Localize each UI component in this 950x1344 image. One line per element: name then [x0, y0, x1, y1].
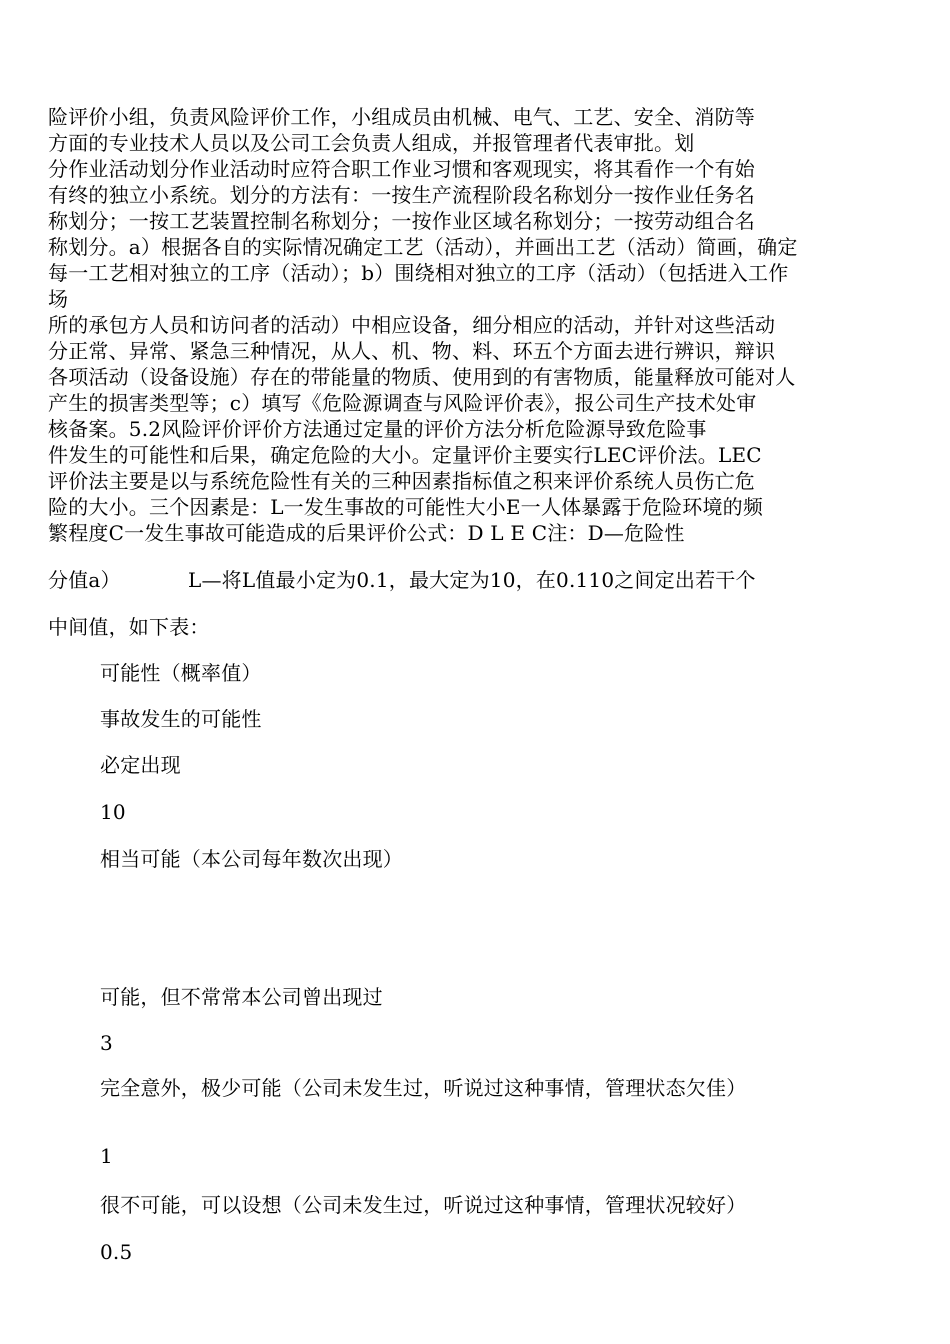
paragraph-line: 称划分。a）根据各自的实际情况确定工艺（活动），并画出工艺（活动）简画，确定: [48, 235, 798, 259]
paragraph-line: 险评价小组，负责风险评价工作，小组成员由机械、电气、工艺、安全、消防等: [48, 105, 755, 129]
paragraph-line: 评价法主要是以与系统危险性有关的三种因素指标值之积来评价系统人员伤亡危: [48, 469, 755, 493]
line-b-text: 中间值，如下表：: [48, 615, 210, 639]
paragraph-line: 繁程度C一发生事故可能造成的后果评价公式：D L E C注：D—危险性: [48, 521, 685, 545]
table-cell-description: 相当可能（本公司每年数次出现）: [100, 847, 403, 871]
paragraph-line: 有终的独立小系统。划分的方法有：一按生产流程阶段名称划分一按作业任务名: [48, 183, 755, 207]
paragraph-line: 产生的损害类型等；c）填写《危险源调查与风险评价表》，报公司生产技术处审: [48, 391, 757, 415]
paragraph-line: 分作业活动划分作业活动时应符合职工作业习惯和客观现实，将其看作一个有始: [48, 157, 755, 181]
paragraph-line: 每一工艺相对独立的工序（活动）；b）围绕相对独立的工序（活动）（包括进入工作: [48, 261, 789, 285]
paragraph-line: 险的大小。三个因素是：L一发生事故的可能性大小E一人体暴露于危险环境的频: [48, 495, 764, 519]
table-cell-description: 可能，但不常常本公司曾出现过: [100, 985, 383, 1009]
table-cell-value: 10: [100, 800, 126, 824]
table-header-probability: 可能性（概率值）: [100, 661, 262, 685]
line-a-text: L—将L值最小定为0.1，最大定为10，在0.110之间定出若干个: [188, 568, 756, 592]
paragraph-line: 场: [48, 287, 69, 311]
paragraph-line: 各项活动（设备设施）存在的带能量的物质、使用到的有害物质，能量释放可能对人: [48, 365, 796, 389]
table-header-likelihood: 事故发生的可能性: [100, 707, 262, 731]
paragraph-line: 称划分；一按工艺装置控制名称划分；一按作业区域名称划分；一按劳动组合名: [48, 209, 755, 233]
table-cell-description: 完全意外，极少可能（公司未发生过，听说过这种事情，管理状态欠佳）: [100, 1076, 747, 1100]
line-a-label: 分值a）: [48, 568, 121, 592]
table-cell-description: 必定出现: [100, 753, 181, 777]
table-cell-value: 3: [100, 1031, 113, 1055]
paragraph-line: 方面的专业技术人员以及公司工会负责人组成，并报管理者代表审批。划: [48, 131, 695, 155]
paragraph-line: 分正常、异常、紧急三种情况，从人、机、物、料、环五个方面去进行辨识，辩识: [48, 339, 776, 363]
table-cell-description: 很不可能，可以设想（公司未发生过，听说过这种事情，管理状况较好）: [100, 1193, 747, 1217]
paragraph-line: 件发生的可能性和后果，确定危险的大小。定量评价主要实行LEC评价法。LEC: [48, 443, 762, 467]
table-cell-value: 0.5: [100, 1240, 133, 1264]
paragraph-line: 所的承包方人员和访问者的活动）中相应设备，细分相应的活动，并针对这些活动: [48, 313, 776, 337]
table-cell-value: 1: [100, 1144, 113, 1168]
paragraph-line: 核备案。5.2风险评价评价方法通过定量的评价方法分析危险源导致危险事: [48, 417, 707, 441]
